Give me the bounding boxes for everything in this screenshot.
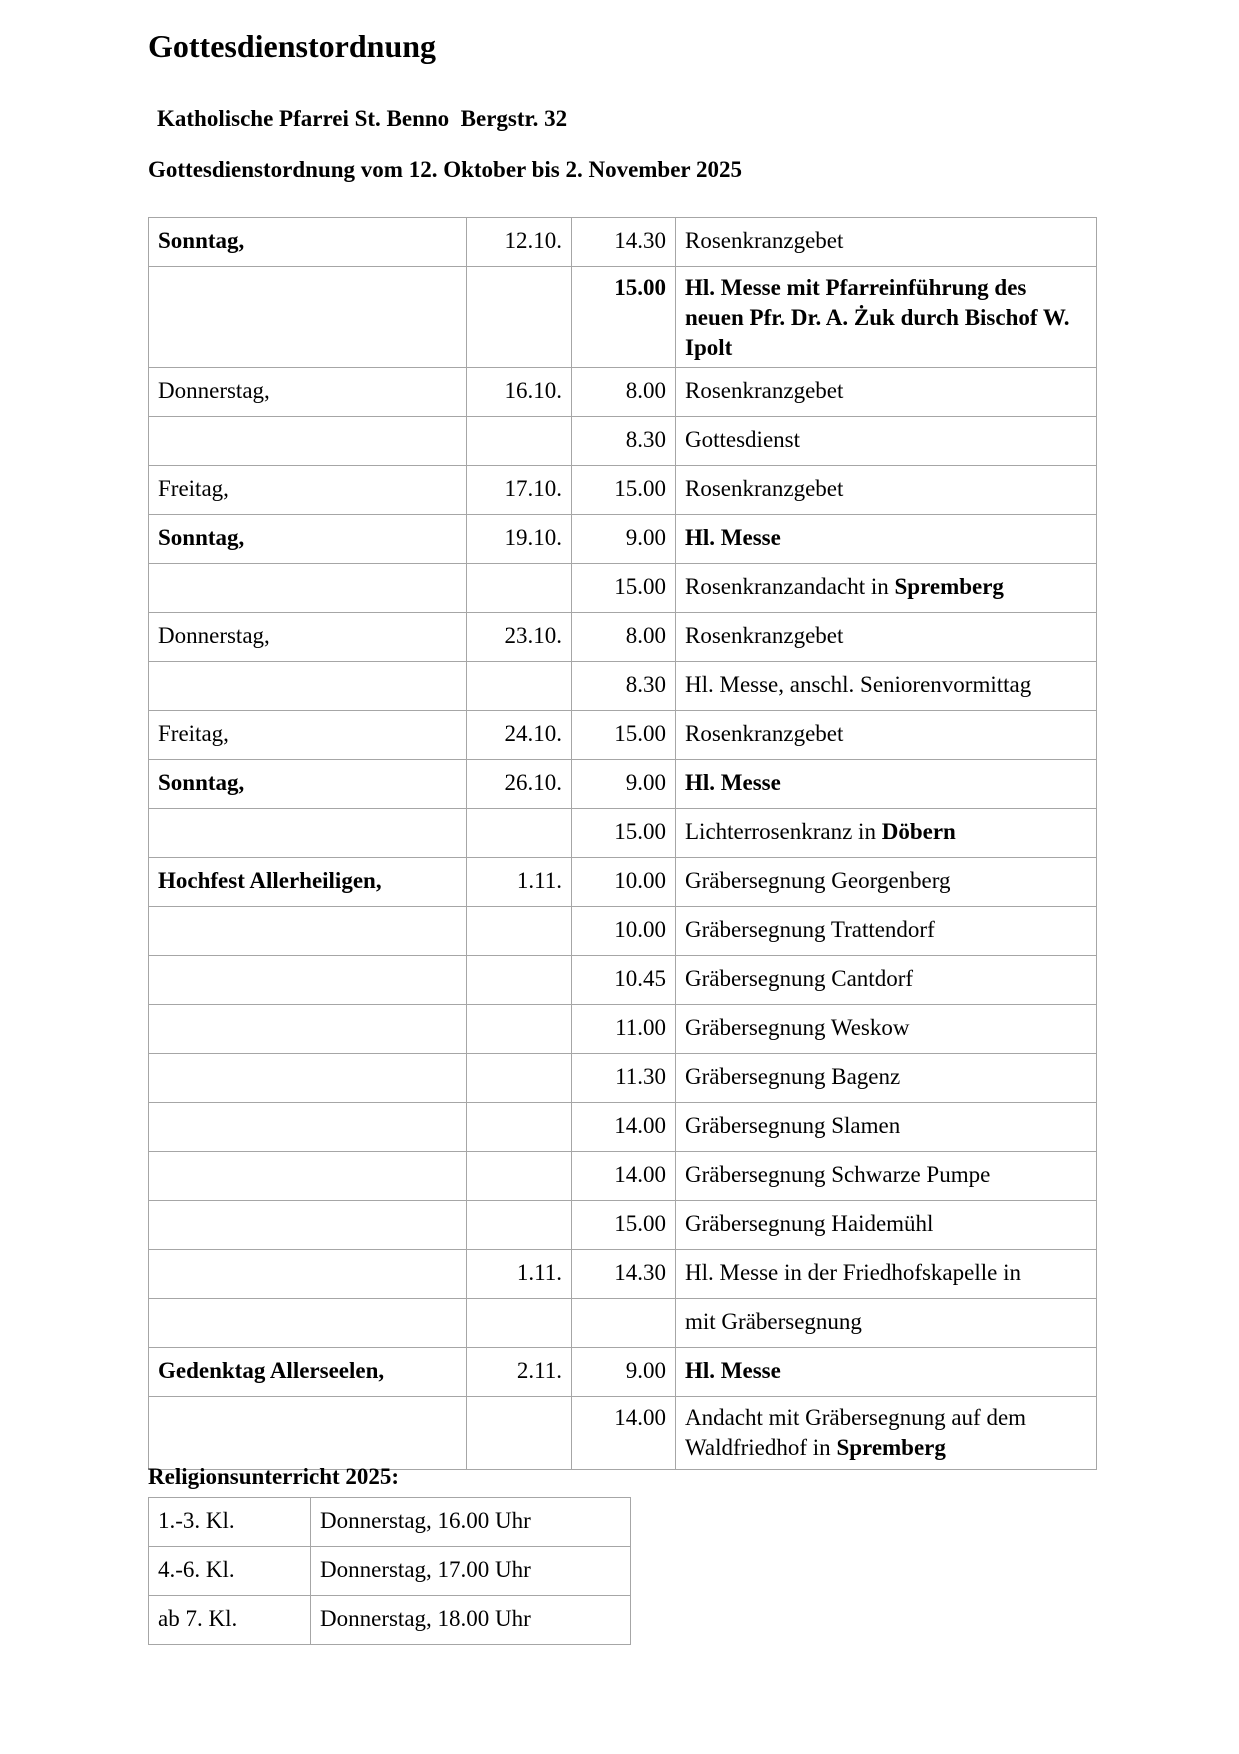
schedule-row bbox=[149, 907, 1097, 956]
schedule-row bbox=[149, 218, 1097, 267]
day-cell: Donnerstag, bbox=[149, 613, 467, 662]
time-cell: 10.00 bbox=[572, 907, 676, 956]
schedule-row bbox=[149, 1103, 1097, 1152]
day-cell bbox=[149, 564, 467, 613]
schedule-row bbox=[149, 1054, 1097, 1103]
religion-class-table bbox=[148, 1497, 631, 1645]
event-text: Rosenkranzgebet bbox=[685, 378, 844, 403]
date-cell bbox=[467, 1005, 572, 1054]
day-cell bbox=[149, 809, 467, 858]
time-cell: 10.00 bbox=[572, 858, 676, 907]
schedule-row bbox=[149, 515, 1097, 564]
time-cell: 15.00 bbox=[572, 809, 676, 858]
schedule-row bbox=[149, 662, 1097, 711]
day-cell bbox=[149, 417, 467, 466]
event-cell bbox=[676, 218, 1097, 267]
date-cell bbox=[467, 1299, 572, 1348]
event-cell bbox=[676, 267, 1097, 368]
event-cell bbox=[676, 858, 1097, 907]
grade-cell: 1.-3. Kl. bbox=[149, 1498, 311, 1547]
time-cell: 8.30 bbox=[572, 417, 676, 466]
service-schedule-body bbox=[149, 218, 1097, 1470]
date-cell bbox=[467, 907, 572, 956]
day-cell bbox=[149, 1250, 467, 1299]
time-cell: 15.00 bbox=[572, 267, 676, 368]
date-cell: 1.11. bbox=[467, 1250, 572, 1299]
date-cell bbox=[467, 662, 572, 711]
day-cell bbox=[149, 662, 467, 711]
schedule-row bbox=[149, 956, 1097, 1005]
event-text: Hl. Messe, anschl. Seniorenvormittag bbox=[685, 672, 1032, 697]
event-cell bbox=[676, 1348, 1097, 1397]
service-schedule-table bbox=[148, 217, 1097, 1470]
day-cell: Donnerstag, bbox=[149, 368, 467, 417]
schedule-row bbox=[149, 1201, 1097, 1250]
religion-row bbox=[149, 1596, 631, 1645]
schedule-row bbox=[149, 368, 1097, 417]
schedule-row bbox=[149, 417, 1097, 466]
day-cell: Sonntag, bbox=[149, 515, 467, 564]
event-cell bbox=[676, 1299, 1097, 1348]
event-text: Hl. Messe in der Friedhofskapelle in bbox=[685, 1260, 1021, 1285]
event-text: Gräbersegnung Slamen bbox=[685, 1113, 901, 1138]
event-cell bbox=[676, 466, 1097, 515]
event-cell bbox=[676, 368, 1097, 417]
time-cell: 15.00 bbox=[572, 564, 676, 613]
time-cell: 9.00 bbox=[572, 515, 676, 564]
schedule-row bbox=[149, 858, 1097, 907]
time-cell: 11.30 bbox=[572, 1054, 676, 1103]
day-cell: Sonntag, bbox=[149, 218, 467, 267]
time-cell: 9.00 bbox=[572, 1348, 676, 1397]
event-text: Andacht mit Gräbersegnung auf dem Waldfriedhof in bbox=[685, 1405, 1032, 1460]
date-cell: 19.10. bbox=[467, 515, 572, 564]
event-cell bbox=[676, 613, 1097, 662]
schedule-row bbox=[149, 1250, 1097, 1299]
date-cell bbox=[467, 1103, 572, 1152]
time-cell: 14.30 bbox=[572, 218, 676, 267]
event-cell bbox=[676, 1103, 1097, 1152]
class-time-cell: Donnerstag, 16.00 Uhr bbox=[311, 1498, 631, 1547]
time-cell: 8.00 bbox=[572, 613, 676, 662]
time-cell bbox=[572, 1299, 676, 1348]
date-cell: 12.10. bbox=[467, 218, 572, 267]
schedule-row bbox=[149, 760, 1097, 809]
event-text: Gräbersegnung Schwarze Pumpe bbox=[685, 1162, 991, 1187]
date-cell bbox=[467, 1054, 572, 1103]
time-cell: 14.00 bbox=[572, 1103, 676, 1152]
event-cell bbox=[676, 1152, 1097, 1201]
time-cell: 10.45 bbox=[572, 956, 676, 1005]
date-cell: 1.11. bbox=[467, 858, 572, 907]
schedule-period-heading: Gottesdienstordnung vom 12. Oktober bis 2. November 2025 bbox=[148, 157, 742, 182]
schedule-row bbox=[149, 466, 1097, 515]
day-cell: Freitag, bbox=[149, 711, 467, 760]
date-cell bbox=[467, 1397, 572, 1470]
date-cell bbox=[467, 809, 572, 858]
day-cell bbox=[149, 1397, 467, 1470]
event-cell bbox=[676, 1397, 1097, 1470]
event-cell bbox=[676, 809, 1097, 858]
event-cell bbox=[676, 662, 1097, 711]
event-text: Rosenkranzgebet bbox=[685, 623, 844, 648]
date-cell: 23.10. bbox=[467, 613, 572, 662]
grade-cell: 4.-6. Kl. bbox=[149, 1547, 311, 1596]
time-cell: 15.00 bbox=[572, 711, 676, 760]
event-text: Rosenkranzgebet bbox=[685, 476, 844, 501]
event-text: Rosenkranzandacht in bbox=[685, 574, 895, 599]
event-text: Gräbersegnung Cantdorf bbox=[685, 966, 914, 991]
event-cell bbox=[676, 417, 1097, 466]
day-cell bbox=[149, 1201, 467, 1250]
religion-row bbox=[149, 1547, 631, 1596]
time-cell: 8.00 bbox=[572, 368, 676, 417]
event-text: Lichterrosenkranz in bbox=[685, 819, 882, 844]
event-text: Gräbersegnung Bagenz bbox=[685, 1064, 901, 1089]
date-cell: 2.11. bbox=[467, 1348, 572, 1397]
event-cell bbox=[676, 760, 1097, 809]
schedule-row bbox=[149, 1299, 1097, 1348]
event-text-bold: Döbern bbox=[881, 819, 956, 844]
schedule-row bbox=[149, 809, 1097, 858]
date-cell bbox=[467, 267, 572, 368]
event-text: Gräbersegnung Haidemühl bbox=[685, 1211, 934, 1236]
date-cell bbox=[467, 1152, 572, 1201]
religion-row bbox=[149, 1498, 631, 1547]
schedule-row bbox=[149, 1005, 1097, 1054]
time-cell: 9.00 bbox=[572, 760, 676, 809]
event-text-bold: Hl. Messe bbox=[685, 770, 781, 795]
event-text: Gräbersegnung Trattendorf bbox=[685, 917, 935, 942]
schedule-row bbox=[149, 711, 1097, 760]
day-cell bbox=[149, 1054, 467, 1103]
day-cell: Freitag, bbox=[149, 466, 467, 515]
event-text: Rosenkranzgebet bbox=[685, 228, 844, 253]
date-cell bbox=[467, 564, 572, 613]
schedule-row bbox=[149, 613, 1097, 662]
date-cell bbox=[467, 417, 572, 466]
day-cell bbox=[149, 956, 467, 1005]
day-cell bbox=[149, 1005, 467, 1054]
event-cell bbox=[676, 711, 1097, 760]
schedule-row bbox=[149, 267, 1097, 368]
event-text-bold: Hl. Messe bbox=[685, 1358, 781, 1383]
time-cell: 14.30 bbox=[572, 1250, 676, 1299]
day-cell: Sonntag, bbox=[149, 760, 467, 809]
day-cell: Gedenktag Allerseelen, bbox=[149, 1348, 467, 1397]
schedule-row bbox=[149, 1152, 1097, 1201]
event-text: Gottesdienst bbox=[685, 427, 800, 452]
schedule-row bbox=[149, 564, 1097, 613]
day-cell bbox=[149, 1103, 467, 1152]
date-cell: 24.10. bbox=[467, 711, 572, 760]
date-cell: 26.10. bbox=[467, 760, 572, 809]
event-text: Rosenkranzgebet bbox=[685, 721, 844, 746]
schedule-row bbox=[149, 1397, 1097, 1470]
event-cell bbox=[676, 907, 1097, 956]
schedule-row bbox=[149, 1348, 1097, 1397]
day-cell bbox=[149, 907, 467, 956]
time-cell: 14.00 bbox=[572, 1152, 676, 1201]
event-cell bbox=[676, 956, 1097, 1005]
event-cell bbox=[676, 1005, 1097, 1054]
date-cell bbox=[467, 956, 572, 1005]
event-text-bold: Hl. Messe bbox=[685, 525, 781, 550]
event-cell bbox=[676, 1201, 1097, 1250]
class-time-cell: Donnerstag, 18.00 Uhr bbox=[311, 1596, 631, 1645]
time-cell: 11.00 bbox=[572, 1005, 676, 1054]
event-cell bbox=[676, 515, 1097, 564]
grade-cell: ab 7. Kl. bbox=[149, 1596, 311, 1645]
event-text-bold: Hl. Messe mit Pfarreinführung des neuen Pfr. Dr. A. Żuk durch Bischof W. Ipolt bbox=[685, 275, 1076, 360]
day-cell: Hochfest Allerheiligen, bbox=[149, 858, 467, 907]
event-cell bbox=[676, 1250, 1097, 1299]
day-cell bbox=[149, 1299, 467, 1348]
time-cell: 14.00 bbox=[572, 1397, 676, 1470]
time-cell: 8.30 bbox=[572, 662, 676, 711]
time-cell: 15.00 bbox=[572, 1201, 676, 1250]
class-time-cell: Donnerstag, 17.00 Uhr bbox=[311, 1547, 631, 1596]
event-text: Gräbersegnung Weskow bbox=[685, 1015, 910, 1040]
event-text: Gräbersegnung Georgenberg bbox=[685, 868, 951, 893]
event-text-bold: Spremberg bbox=[894, 574, 1004, 599]
date-cell: 16.10. bbox=[467, 368, 572, 417]
event-text: mit Gräbersegnung bbox=[685, 1309, 862, 1334]
event-cell bbox=[676, 1054, 1097, 1103]
time-cell: 15.00 bbox=[572, 466, 676, 515]
day-cell bbox=[149, 267, 467, 368]
page-title: Gottesdienstordnung bbox=[148, 28, 437, 64]
event-cell bbox=[676, 564, 1097, 613]
day-cell bbox=[149, 1152, 467, 1201]
event-text-bold: Spremberg bbox=[836, 1435, 946, 1460]
parish-address: Katholische Pfarrei St. Benno Bergstr. 32 bbox=[157, 106, 568, 131]
date-cell: 17.10. bbox=[467, 466, 572, 515]
date-cell bbox=[467, 1201, 572, 1250]
religion-class-heading: Religionsunterricht 2025: bbox=[148, 1464, 400, 1489]
